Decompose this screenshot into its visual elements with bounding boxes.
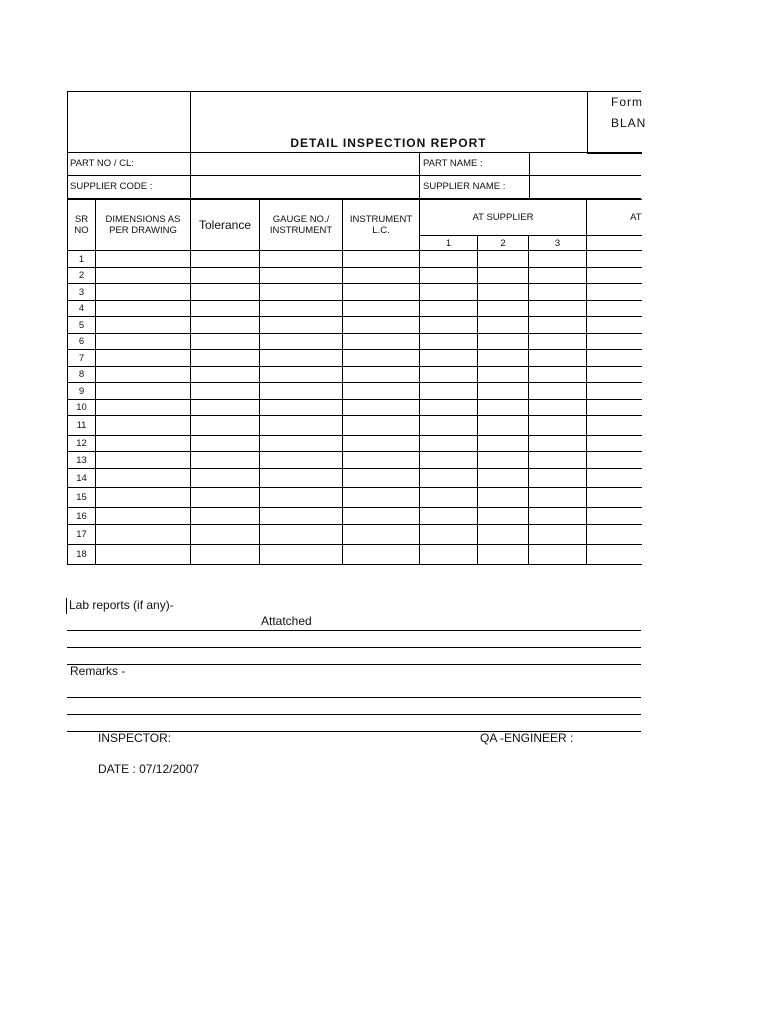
dimension-cell[interactable] <box>96 350 191 367</box>
sr-no-cell: 12 <box>68 436 96 452</box>
supplier-reading-2-cell[interactable] <box>478 334 529 350</box>
table-row <box>68 301 642 317</box>
other-reading-cell[interactable] <box>587 350 642 367</box>
sr-no-cell: 7 <box>68 350 96 367</box>
sr-no-cell: 1 <box>68 251 96 268</box>
gauge-cell[interactable] <box>260 545 343 565</box>
supplier-reading-3-cell[interactable] <box>529 525 587 545</box>
table-row <box>68 508 642 525</box>
supplier-info-row <box>67 176 641 199</box>
inspection-rows <box>68 251 642 565</box>
tolerance-cell[interactable] <box>191 350 260 367</box>
supplier-reading-1-cell[interactable] <box>420 284 478 301</box>
tolerance-cell[interactable] <box>191 334 260 350</box>
attached-text: Attatched <box>261 614 312 628</box>
supplier-reading-1-cell[interactable] <box>420 469 478 488</box>
logo-cell <box>68 92 191 153</box>
sr-no-cell: 9 <box>68 383 96 400</box>
supplier-reading-2-cell[interactable] <box>478 367 529 383</box>
gauge-cell[interactable] <box>260 469 343 488</box>
tolerance-cell[interactable] <box>191 301 260 317</box>
gauge-cell[interactable] <box>260 284 343 301</box>
supplier-reading-2-cell[interactable] <box>478 416 529 436</box>
gauge-cell[interactable] <box>260 488 343 508</box>
tolerance-cell[interactable] <box>191 488 260 508</box>
sr-no-cell: 13 <box>68 452 96 469</box>
instrument-lc-cell[interactable] <box>343 508 420 525</box>
gauge-header: GAUGE NO./ INSTRUMENT <box>260 200 343 251</box>
supplier-reading-2-cell[interactable] <box>478 508 529 525</box>
supplier-reading-2-cell[interactable] <box>478 525 529 545</box>
other-reading-cell[interactable] <box>587 268 642 284</box>
instrument-lc-cell[interactable] <box>343 488 420 508</box>
tolerance-cell[interactable] <box>191 416 260 436</box>
supplier-sub-3: 3 <box>529 236 587 251</box>
supplier-reading-3-cell[interactable] <box>529 334 587 350</box>
dimension-cell[interactable] <box>96 301 191 317</box>
lab-reports-label: Lab reports (if any)- <box>69 598 174 612</box>
tolerance-cell[interactable] <box>191 268 260 284</box>
other-reading-cell[interactable] <box>587 436 642 452</box>
sr-no-cell: 16 <box>68 508 96 525</box>
table-row <box>68 284 642 301</box>
supplier-reading-1-cell[interactable] <box>420 436 478 452</box>
instrument-lc-cell[interactable] <box>343 367 420 383</box>
supplier-reading-2-cell[interactable] <box>478 251 529 268</box>
instrument-lc-cell[interactable] <box>343 317 420 334</box>
supplier-reading-3-cell[interactable] <box>529 436 587 452</box>
instrument-lc-cell[interactable] <box>343 452 420 469</box>
dimension-cell[interactable] <box>96 488 191 508</box>
other-sub-1 <box>587 236 642 251</box>
dimension-cell[interactable] <box>96 317 191 334</box>
sr-no-cell: 14 <box>68 469 96 488</box>
supplier-reading-1-cell[interactable] <box>420 416 478 436</box>
remarks-line-2 <box>67 714 641 715</box>
dimension-cell[interactable] <box>96 469 191 488</box>
gauge-cell[interactable] <box>260 268 343 284</box>
table-row <box>68 400 642 416</box>
sr-no-cell: 15 <box>68 488 96 508</box>
gauge-cell[interactable] <box>260 334 343 350</box>
part-info-row <box>67 153 641 176</box>
supplier-reading-3-cell[interactable] <box>529 452 587 469</box>
supplier-reading-1-cell[interactable] <box>420 367 478 383</box>
table-row <box>68 268 642 284</box>
other-reading-cell[interactable] <box>587 452 642 469</box>
part-name-label-cell <box>420 153 530 175</box>
supplier-reading-3-cell[interactable] <box>529 284 587 301</box>
supplier-reading-1-cell[interactable] <box>420 301 478 317</box>
supplier-reading-1-cell[interactable] <box>420 334 478 350</box>
other-reading-cell[interactable] <box>587 416 642 436</box>
supplier-reading-3-cell[interactable] <box>529 400 587 416</box>
part-no-label: PART NO / CL: <box>70 158 134 169</box>
tolerance-cell[interactable] <box>191 545 260 565</box>
dimension-cell[interactable] <box>96 436 191 452</box>
inspector-label: INSPECTOR: <box>98 731 172 745</box>
lab-line-3 <box>67 664 641 665</box>
supplier-reading-3-cell[interactable] <box>529 383 587 400</box>
title-cell <box>190 92 588 153</box>
dimension-cell[interactable] <box>96 525 191 545</box>
sr-no-header: SR NO <box>68 200 96 251</box>
other-reading-cell[interactable] <box>587 334 642 350</box>
gauge-cell[interactable] <box>260 436 343 452</box>
supplier-reading-2-cell[interactable] <box>478 436 529 452</box>
other-reading-cell[interactable] <box>587 488 642 508</box>
table-row <box>68 452 642 469</box>
table-row <box>68 334 642 350</box>
dimensions-header: DIMENSIONS AS PER DRAWING <box>96 200 191 251</box>
supplier-reading-2-cell[interactable] <box>478 350 529 367</box>
tolerance-cell[interactable] <box>191 317 260 334</box>
supplier-reading-1-cell[interactable] <box>420 400 478 416</box>
sr-no-cell: 18 <box>68 545 96 565</box>
other-reading-cell[interactable] <box>587 525 642 545</box>
table-row <box>68 317 642 334</box>
dimension-cell[interactable] <box>96 545 191 565</box>
tolerance-cell[interactable] <box>191 525 260 545</box>
table-row <box>68 367 642 383</box>
tolerance-cell[interactable] <box>191 251 260 268</box>
blank-label: BLAN <box>611 116 647 130</box>
supplier-reading-2-cell[interactable] <box>478 469 529 488</box>
supplier-reading-1-cell[interactable] <box>420 317 478 334</box>
dimension-cell[interactable] <box>96 383 191 400</box>
supplier-code-label: SUPPLIER CODE : <box>70 181 153 192</box>
gauge-cell[interactable] <box>260 317 343 334</box>
supplier-reading-1-cell[interactable] <box>420 488 478 508</box>
qa-engineer-label: QA -ENGINEER : <box>480 731 574 745</box>
supplier-code-label-cell <box>68 176 191 198</box>
table-row <box>68 251 642 268</box>
other-reading-cell[interactable] <box>587 400 642 416</box>
supplier-reading-1-cell[interactable] <box>420 525 478 545</box>
supplier-reading-3-cell[interactable] <box>529 268 587 284</box>
table-row <box>68 436 642 452</box>
tolerance-cell[interactable] <box>191 383 260 400</box>
supplier-name-label-cell <box>420 176 530 198</box>
supplier-reading-2-cell[interactable] <box>478 383 529 400</box>
instrument-lc-cell[interactable] <box>343 251 420 268</box>
tolerance-cell[interactable] <box>191 436 260 452</box>
other-reading-cell[interactable] <box>587 251 642 268</box>
supplier-reading-1-cell[interactable] <box>420 452 478 469</box>
supplier-name-label: SUPPLIER NAME : <box>423 181 506 192</box>
tolerance-cell[interactable] <box>191 452 260 469</box>
date-label: DATE : 07/12/2007 <box>98 762 200 776</box>
instrument-lc-header: INSTRUMENT L.C. <box>343 200 420 251</box>
gauge-cell[interactable] <box>260 367 343 383</box>
supplier-reading-2-cell[interactable] <box>478 317 529 334</box>
instrument-lc-cell[interactable] <box>343 416 420 436</box>
form-number-label: Form <box>611 95 643 109</box>
dimension-cell[interactable] <box>96 268 191 284</box>
instrument-lc-cell[interactable] <box>343 301 420 317</box>
supplier-reading-3-cell[interactable] <box>529 301 587 317</box>
supplier-reading-1-cell[interactable] <box>420 545 478 565</box>
supplier-reading-2-cell[interactable] <box>478 268 529 284</box>
dimension-cell[interactable] <box>96 334 191 350</box>
gauge-cell[interactable] <box>260 452 343 469</box>
sr-no-cell: 10 <box>68 400 96 416</box>
table-row <box>68 416 642 436</box>
report-header <box>67 91 647 153</box>
gauge-cell[interactable] <box>260 350 343 367</box>
instrument-lc-cell[interactable] <box>343 400 420 416</box>
tolerance-cell[interactable] <box>191 400 260 416</box>
supplier-reading-2-cell[interactable] <box>478 284 529 301</box>
dimension-cell[interactable] <box>96 251 191 268</box>
sr-no-cell: 6 <box>68 334 96 350</box>
lab-line-1 <box>67 630 641 631</box>
dimension-cell[interactable] <box>96 416 191 436</box>
table-row <box>68 350 642 367</box>
table-row <box>68 488 642 508</box>
sr-no-cell: 11 <box>68 416 96 436</box>
remarks-label: Remarks - <box>70 664 126 678</box>
supplier-reading-1-cell[interactable] <box>420 508 478 525</box>
part-no-label-cell <box>68 153 191 175</box>
supplier-code-field[interactable] <box>191 176 420 198</box>
instrument-lc-cell[interactable] <box>343 268 420 284</box>
instrument-lc-cell[interactable] <box>343 334 420 350</box>
instrument-lc-cell[interactable] <box>343 383 420 400</box>
supplier-reading-2-cell[interactable] <box>478 452 529 469</box>
tolerance-cell[interactable] <box>191 508 260 525</box>
other-reading-cell[interactable] <box>587 508 642 525</box>
tolerance-cell[interactable] <box>191 367 260 383</box>
supplier-reading-2-cell[interactable] <box>478 301 529 317</box>
supplier-reading-1-cell[interactable] <box>420 350 478 367</box>
gauge-cell[interactable] <box>260 416 343 436</box>
supplier-reading-1-cell[interactable] <box>420 251 478 268</box>
part-no-field[interactable] <box>191 153 420 175</box>
supplier-reading-2-cell[interactable] <box>478 400 529 416</box>
tolerance-cell[interactable] <box>191 284 260 301</box>
supplier-reading-2-cell[interactable] <box>478 545 529 565</box>
sr-no-cell: 5 <box>68 317 96 334</box>
sr-no-cell: 4 <box>68 301 96 317</box>
supplier-reading-3-cell[interactable] <box>529 545 587 565</box>
table-row <box>68 545 642 565</box>
instrument-lc-cell[interactable] <box>343 469 420 488</box>
table-row <box>68 525 642 545</box>
instrument-lc-cell[interactable] <box>343 525 420 545</box>
other-reading-cell[interactable] <box>587 383 642 400</box>
dimension-cell[interactable] <box>96 400 191 416</box>
at-other-header: AT <box>587 200 642 236</box>
report-title: DETAIL INSPECTION REPORT <box>290 136 487 150</box>
sr-no-cell: 2 <box>68 268 96 284</box>
inspection-table <box>67 199 642 565</box>
other-reading-cell[interactable] <box>587 317 642 334</box>
tolerance-header: Tolerance <box>191 200 260 251</box>
gauge-cell[interactable] <box>260 383 343 400</box>
other-reading-cell[interactable] <box>587 284 642 301</box>
other-reading-cell[interactable] <box>587 301 642 317</box>
supplier-sub-1: 1 <box>420 236 478 251</box>
part-name-label: PART NAME : <box>423 158 483 169</box>
supplier-reading-3-cell[interactable] <box>529 416 587 436</box>
at-supplier-header: AT SUPPLIER <box>420 200 587 236</box>
dimension-cell[interactable] <box>96 367 191 383</box>
dimension-cell[interactable] <box>96 508 191 525</box>
supplier-reading-3-cell[interactable] <box>529 469 587 488</box>
sr-no-cell: 3 <box>68 284 96 301</box>
instrument-lc-cell[interactable] <box>343 545 420 565</box>
instrument-lc-cell[interactable] <box>343 284 420 301</box>
table-row <box>68 469 642 488</box>
supplier-reading-1-cell[interactable] <box>420 383 478 400</box>
remarks-line-1 <box>67 697 641 698</box>
instrument-lc-cell[interactable] <box>343 350 420 367</box>
other-reading-cell[interactable] <box>587 545 642 565</box>
supplier-reading-2-cell[interactable] <box>478 488 529 508</box>
text-cursor <box>66 598 67 614</box>
instrument-lc-cell[interactable] <box>343 436 420 452</box>
table-row <box>68 383 642 400</box>
supplier-reading-3-cell[interactable] <box>529 508 587 525</box>
supplier-reading-3-cell[interactable] <box>529 488 587 508</box>
sr-no-cell: 8 <box>68 367 96 383</box>
dimension-cell[interactable] <box>96 452 191 469</box>
supplier-reading-3-cell[interactable] <box>529 350 587 367</box>
gauge-cell[interactable] <box>260 508 343 525</box>
supplier-reading-3-cell[interactable] <box>529 367 587 383</box>
gauge-cell[interactable] <box>260 251 343 268</box>
gauge-cell[interactable] <box>260 301 343 317</box>
supplier-reading-3-cell[interactable] <box>529 317 587 334</box>
supplier-name-field[interactable] <box>530 176 642 198</box>
other-reading-cell[interactable] <box>587 367 642 383</box>
supplier-sub-2: 2 <box>478 236 529 251</box>
gauge-cell[interactable] <box>260 525 343 545</box>
lab-line-2 <box>67 647 641 648</box>
supplier-reading-1-cell[interactable] <box>420 268 478 284</box>
sr-no-cell: 17 <box>68 525 96 545</box>
part-name-field[interactable] <box>530 153 642 175</box>
dimension-cell[interactable] <box>96 284 191 301</box>
supplier-reading-3-cell[interactable] <box>529 251 587 268</box>
tolerance-cell[interactable] <box>191 469 260 488</box>
other-reading-cell[interactable] <box>587 469 642 488</box>
gauge-cell[interactable] <box>260 400 343 416</box>
